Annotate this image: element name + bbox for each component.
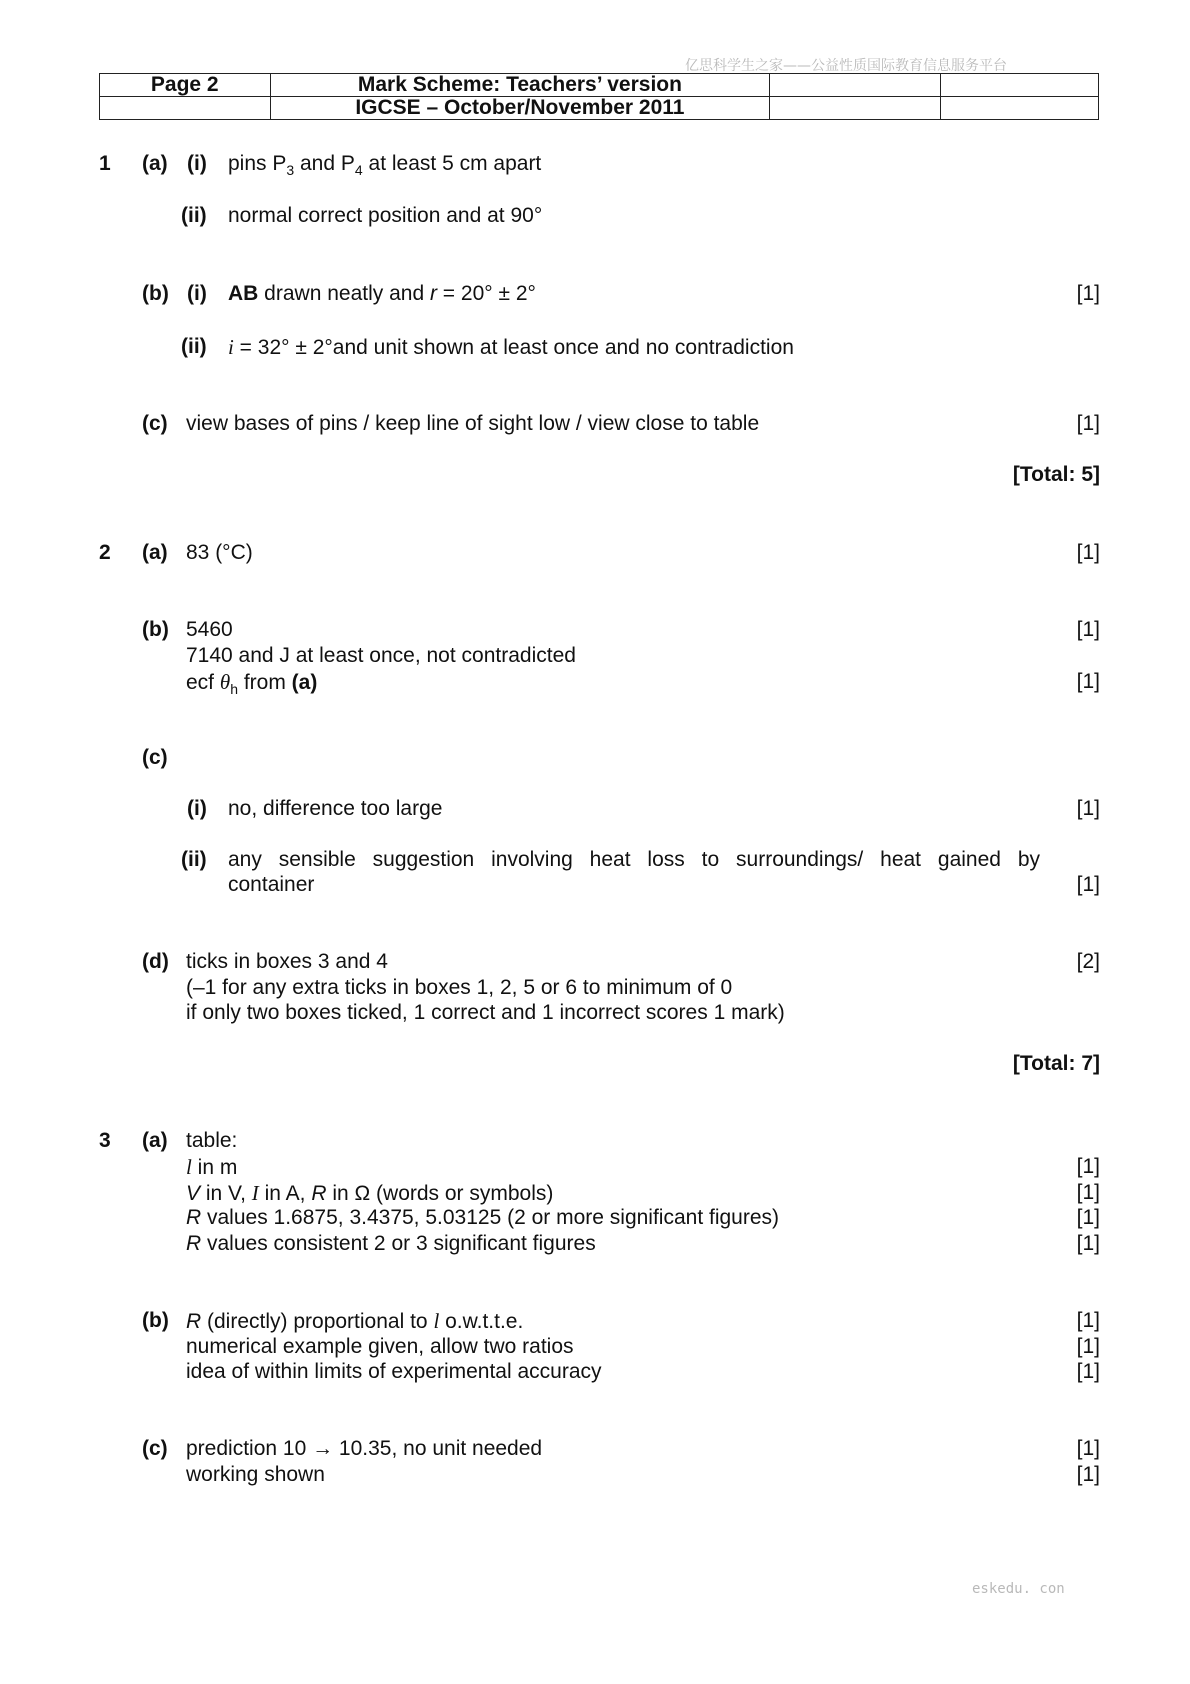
q3-number: 3 (99, 1129, 111, 1152)
q1ai-label: (i) (187, 152, 207, 175)
q2b-line2: 7140 and J at least once, not contradicted (186, 644, 576, 667)
q1c-text: view bases of pins / keep line of sight low / view close to table (186, 412, 760, 435)
watermark-bottom: eskedu. con (972, 1581, 1065, 1597)
q2cii-line1: any sensible suggestion involving heat loss to surroundings/ heat gained by (228, 848, 1040, 871)
q2a-mark: [1] (1076, 541, 1100, 564)
q1a-label: (a) (142, 152, 168, 175)
q2a-label: (a) (142, 541, 168, 564)
q2c-label: (c) (142, 746, 168, 769)
q1ai-text: pins $P_3$ and $P_4$ at least 5 cm apart (228, 152, 542, 179)
q3c-label: (c) (142, 1437, 168, 1460)
q2d-line2: (–1 for any extra ticks in boxes 1, 2, 5 or 6 to minimum of 0 (186, 976, 733, 999)
q2d-mark: [2] (1076, 950, 1100, 973)
q2ci-mark: [1] (1076, 797, 1100, 820)
q1b-label: (b) (142, 282, 169, 305)
q3a-line4: R values 1.6875, 3.4375, 5.03125 (2 or more significant figures) (186, 1206, 780, 1229)
q2ci-text: no, difference too large (228, 797, 443, 820)
header-title: Mark Scheme: Teachers’ version (270, 74, 770, 97)
q3b-mark3: [1] (1076, 1360, 1100, 1383)
header-table (99, 73, 1099, 120)
q1-total: [Total: 5] (1012, 463, 1100, 486)
q3a-mark3: [1] (1076, 1181, 1100, 1204)
q1bii-text: i = 32° ± 2°and unit shown at least once and no contradiction (228, 335, 794, 359)
q1c-mark: [1] (1076, 412, 1100, 435)
q2cii-label: (ii) (181, 848, 207, 871)
q2b-line3: ecf $\theta_h$ from (a) (186, 670, 318, 698)
q1bi-text: AB drawn neatly and r = 20° ± 2° (228, 282, 536, 305)
q1aii-label: (ii) (181, 204, 207, 227)
q3a-line2: l in m (186, 1155, 238, 1179)
q2d-line1: ticks in boxes 3 and 4 (186, 950, 388, 973)
q3c-mark2: [1] (1076, 1463, 1100, 1486)
q3c-line2: working shown (186, 1463, 325, 1486)
q2b-line1: 5460 (186, 618, 233, 641)
q1bi-mark: [1] (1076, 282, 1100, 305)
q2b-mark2: [1] (1076, 670, 1100, 693)
q1c-label: (c) (142, 412, 168, 435)
q3b-mark2: [1] (1076, 1335, 1100, 1358)
watermark-top: 亿思科学生之家——公益性质国际教育信息服务平台 (685, 58, 1007, 74)
header-page: Page 2 (100, 74, 271, 97)
q3a-line1: table: (186, 1129, 238, 1152)
q2d-label: (d) (142, 950, 169, 973)
q3c-line1: prediction 10 → 10.35, no unit needed (186, 1437, 543, 1460)
q3a-mark4: [1] (1076, 1206, 1100, 1229)
q1aii-text: normal correct position and at 90° (228, 204, 543, 227)
q1-number: 1 (99, 152, 111, 175)
q3b-mark1: [1] (1076, 1309, 1100, 1332)
q2b-label: (b) (142, 618, 169, 641)
q2a-text: 83 (°C) (186, 541, 253, 564)
q3b-label: (b) (142, 1309, 169, 1332)
q2cii-line2: container (228, 873, 315, 896)
q3b-line3: idea of within limits of experimental accuracy (186, 1360, 602, 1383)
q3a-mark2: [1] (1076, 1155, 1100, 1178)
q2cii-mark: [1] (1076, 873, 1100, 896)
q3a-line3: V in V, I in A, R in Ω (words or symbols) (186, 1181, 554, 1205)
header-subtitle: IGCSE – October/November 2011 (270, 97, 770, 120)
q1bi-label: (i) (187, 282, 207, 305)
q3b-line1: R (directly) proportional to l o.w.t.t.e. (186, 1309, 524, 1333)
q3a-mark5: [1] (1076, 1232, 1100, 1255)
q3a-label: (a) (142, 1129, 168, 1152)
q3c-mark1: [1] (1076, 1437, 1100, 1460)
q3a-line5: R values consistent 2 or 3 significant figures (186, 1232, 596, 1255)
q1bii-label: (ii) (181, 335, 207, 358)
q2ci-label: (i) (187, 797, 207, 820)
q3b-line2: numerical example given, allow two ratios (186, 1335, 574, 1358)
q2b-mark1: [1] (1076, 618, 1100, 641)
q2d-line3: if only two boxes ticked, 1 correct and 1 incorrect scores 1 mark) (186, 1001, 785, 1024)
q2-number: 2 (99, 541, 111, 564)
q2-total: [Total: 7] (1012, 1052, 1100, 1075)
